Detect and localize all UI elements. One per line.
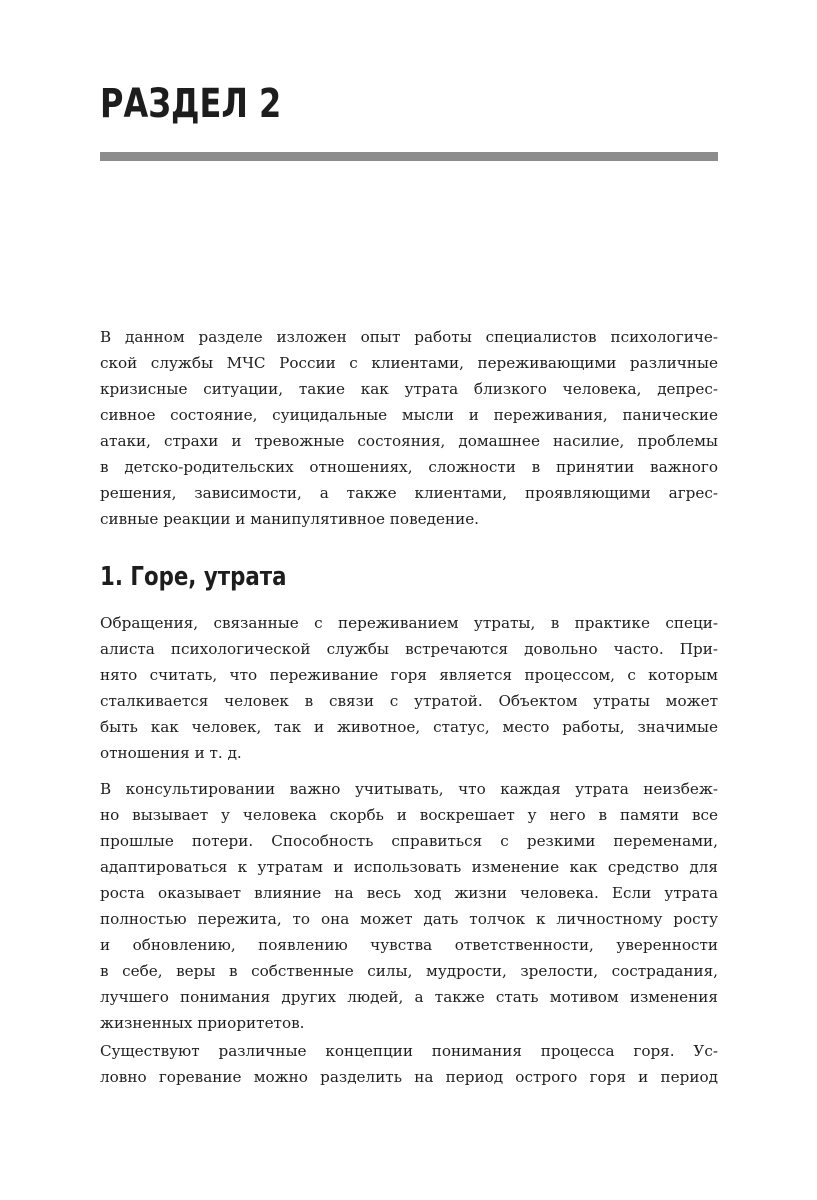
text-line: в себе, веры в собственные силы, мудрости, зрелости, сострадания, xyxy=(100,962,718,980)
text-line: нято считать, что переживание горя является процессом, с которым xyxy=(100,666,718,684)
text-line: быть как человек, так и животное, статус, место работы, значимые xyxy=(100,718,718,736)
text-line: сталкивается человек в связи с утратой. Объектом утраты может xyxy=(100,692,718,710)
body-paragraph xyxy=(100,776,718,1036)
text-line: ловно горевание можно разделить на период острого горя и период xyxy=(100,1068,718,1086)
text-line: атаки, страхи и тревожные состояния, домашнее насилие, проблемы xyxy=(100,432,718,450)
text-line: Обращения, связанные с переживанием утраты, в практике специ- xyxy=(100,614,718,632)
text-line: решения, зависимости, а также клиентами, проявляющими агрес- xyxy=(100,484,718,502)
text-line: сивное состояние, суицидальные мысли и переживания, панические xyxy=(100,406,718,424)
text-line: В консультировании важно учитывать, что каждая утрата неизбеж- xyxy=(100,780,718,798)
text-line: роста оказывает влияние на весь ход жизни человека. Если утрата xyxy=(100,884,718,902)
text-line: кризисные ситуации, такие как утрата близкого человека, депрес- xyxy=(100,380,718,398)
body-paragraph xyxy=(100,1038,718,1090)
title-divider xyxy=(100,152,718,161)
text-line: алиста психологической службы встречаются довольно часто. При- xyxy=(100,640,718,658)
body-paragraph xyxy=(100,610,718,766)
text-line: прошлые потери. Способность справиться с резкими переменами, xyxy=(100,832,718,850)
text-line: ской службы МЧС России с клиентами, переживающими различные xyxy=(100,354,718,372)
text-line: но вызывает у человека скорбь и воскрешает у него в памяти все xyxy=(100,806,718,824)
text-line: В данном разделе изложен опыт работы специалистов психологиче- xyxy=(100,328,718,346)
text-line: жизненных приоритетов. xyxy=(100,1014,305,1032)
text-line: лучшего понимания других людей, а также стать мотивом изменения xyxy=(100,988,718,1006)
text-line: сивные реакции и манипулятивное поведение. xyxy=(100,510,480,528)
text-line: отношения и т. д. xyxy=(100,744,242,762)
text-line: Существуют различные концепции понимания процесса горя. Ус- xyxy=(100,1042,718,1060)
intro-paragraph xyxy=(100,324,718,532)
subsection-title: 1. Горе, утрата xyxy=(100,562,287,592)
text-line: адаптироваться к утратам и использовать изменение как средство для xyxy=(100,858,718,876)
text-line: полностью пережита, то она может дать толчок к личностному росту xyxy=(100,910,718,928)
section-title: РАЗДЕЛ 2 xyxy=(100,81,282,127)
text-line: в детско-родительских отношениях, сложности в принятии важного xyxy=(100,458,718,476)
text-line: и обновлению, появлению чувства ответственности, уверенности xyxy=(100,936,718,954)
